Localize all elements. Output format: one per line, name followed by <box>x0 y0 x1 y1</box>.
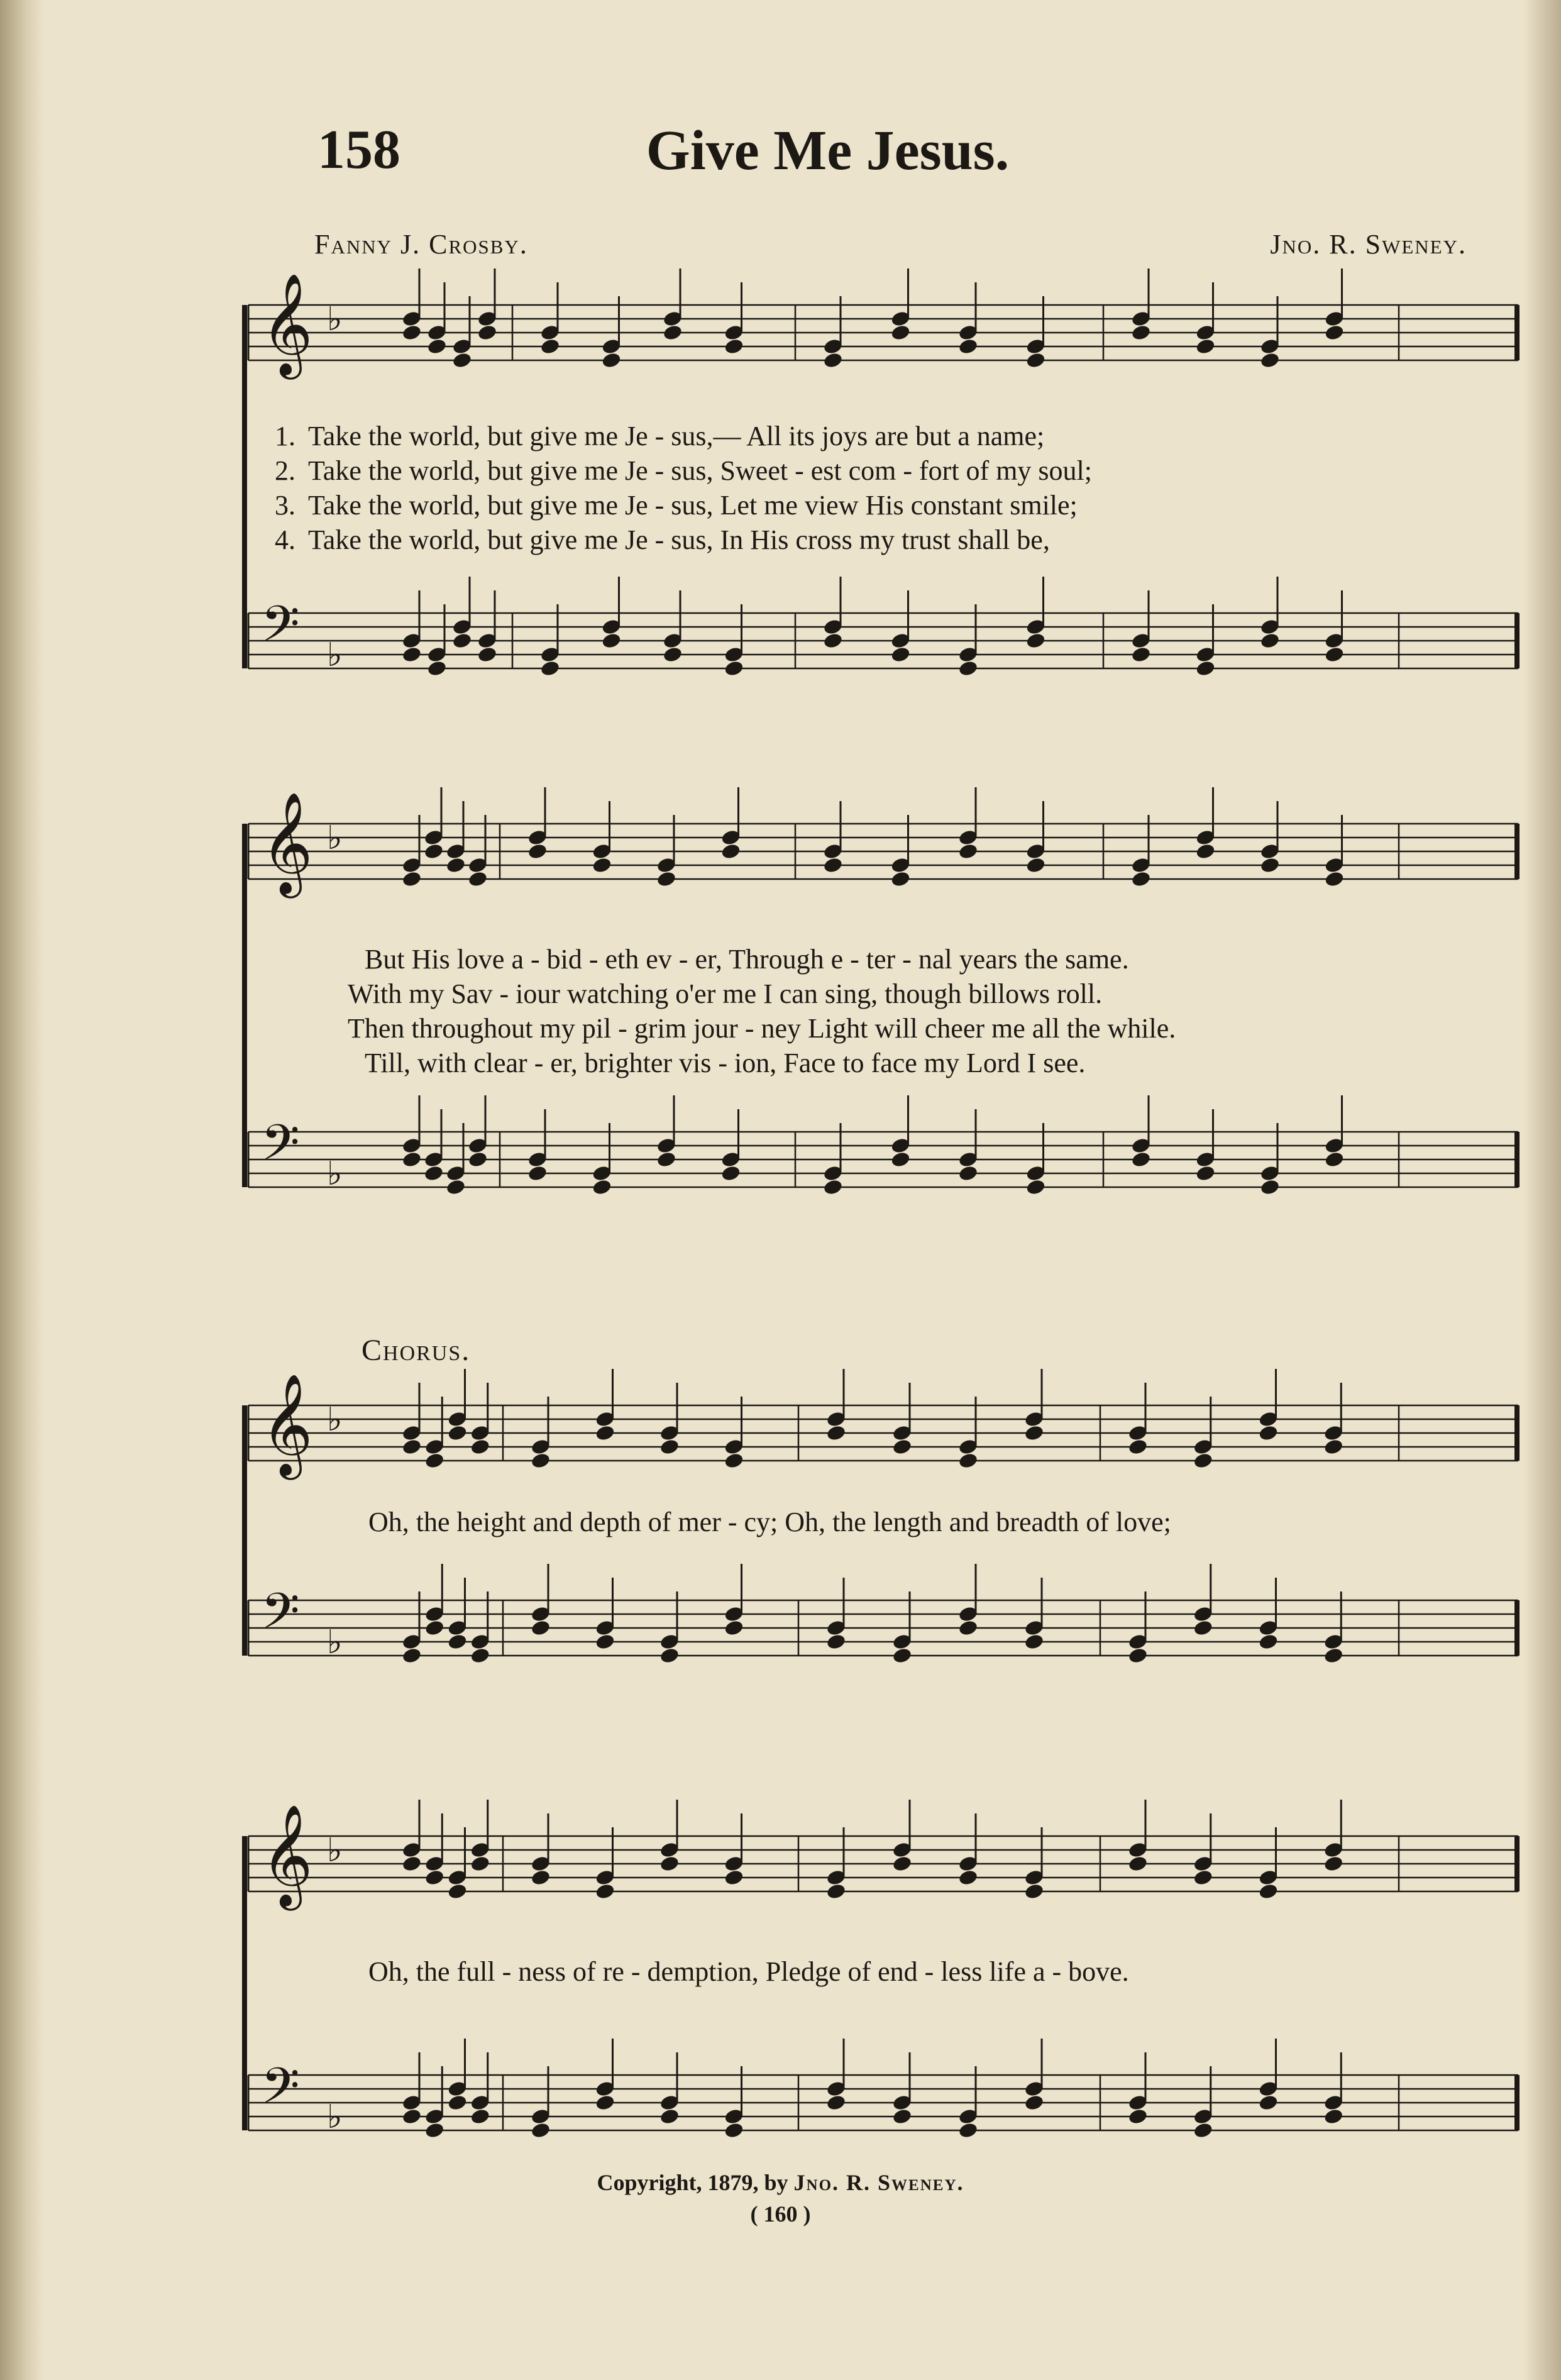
copyright-prefix: Copyright, 1879, by <box>597 2170 788 2195</box>
note-head <box>401 1647 422 1664</box>
bass-clef-icon: 𝄢 <box>261 1582 300 1652</box>
note-head <box>659 2108 680 2125</box>
composer-credit: Jno. R. Sweney. <box>1270 229 1467 260</box>
note-head <box>1023 1883 1044 1900</box>
note-head <box>1258 1633 1279 1651</box>
note-head <box>724 1452 744 1470</box>
note-head <box>527 843 548 860</box>
bass-clef-icon: 𝄢 <box>261 595 300 665</box>
verse-number: 3. <box>275 490 295 521</box>
note-head <box>401 1438 422 1456</box>
note-head <box>825 1633 846 1651</box>
verse-number: 4. <box>275 524 295 555</box>
note-head <box>1324 324 1345 341</box>
note-head <box>656 870 676 888</box>
note-head <box>470 1438 490 1456</box>
note-head <box>1258 1424 1279 1442</box>
copyright-holder: Jno. R. Sweney. <box>793 2170 964 2195</box>
note-head <box>822 856 843 874</box>
lyric-text: Then throughout my pil - grim jour - ney Light will cheer me all the while. <box>348 1013 1176 1044</box>
note-head <box>426 660 447 677</box>
note-head <box>891 1647 912 1664</box>
note-head <box>539 338 560 355</box>
note-head <box>423 843 444 860</box>
note-head <box>470 1855 490 1873</box>
note-head <box>1195 338 1216 355</box>
note-head <box>1323 1647 1344 1664</box>
final-barline <box>1514 613 1520 668</box>
note-head <box>1323 1855 1344 1873</box>
note-head <box>822 1178 843 1196</box>
note-head <box>426 338 447 355</box>
note-head <box>401 1855 422 1873</box>
note-head <box>447 1633 468 1651</box>
note-head <box>1025 351 1046 369</box>
note-head <box>891 1438 912 1456</box>
copyright-notice <box>0 2169 1561 2196</box>
lyric-line <box>251 524 1509 556</box>
note-head <box>1259 1178 1280 1196</box>
note-head <box>957 1452 978 1470</box>
note-head <box>601 632 622 650</box>
note-head <box>1259 632 1280 650</box>
note-head <box>447 1883 468 1900</box>
note-head <box>1130 324 1151 341</box>
flat-icon: ♭ <box>327 2098 343 2136</box>
note-head <box>1259 856 1280 874</box>
note-head <box>1323 2108 1344 2125</box>
note-head <box>1025 856 1046 874</box>
lyric-text: Oh, the full - ness of re - demption, Pledge of end - less life a - bove. <box>368 1956 1129 1987</box>
note-head <box>424 1452 445 1470</box>
note-head <box>467 1151 488 1168</box>
hymn-title: Give Me Jesus. <box>646 119 1010 182</box>
note-head <box>825 2094 846 2112</box>
note-head <box>1193 1452 1213 1470</box>
note-head <box>724 660 744 677</box>
lyric-line <box>368 1956 1561 1988</box>
lyric-line <box>365 943 1561 975</box>
note-head <box>1130 646 1151 663</box>
note-head <box>1023 1633 1044 1651</box>
flat-icon: ♭ <box>327 301 343 338</box>
note-head <box>825 1424 846 1442</box>
note-head <box>530 1869 551 1886</box>
note-head <box>957 1869 978 1886</box>
note-head <box>957 1619 978 1637</box>
final-barline <box>1514 1132 1520 1187</box>
note-head <box>445 856 466 874</box>
note-head <box>401 870 422 888</box>
note-head <box>592 1178 612 1196</box>
flat-icon: ♭ <box>327 1832 343 1869</box>
note-head <box>470 2108 490 2125</box>
note-head <box>424 2122 445 2139</box>
hymn-number: 158 <box>317 119 400 180</box>
note-head <box>957 843 978 860</box>
note-head <box>822 351 843 369</box>
note-head <box>539 660 560 677</box>
note-head <box>601 351 622 369</box>
note-head <box>1025 1178 1046 1196</box>
flat-icon: ♭ <box>327 1401 343 1439</box>
note-head <box>1324 1151 1345 1168</box>
lyric-line <box>251 455 1509 487</box>
verse-number: 2. <box>275 455 295 486</box>
note-head <box>724 1619 744 1637</box>
note-head <box>592 856 612 874</box>
note-head <box>890 1151 911 1168</box>
note-head <box>1127 2108 1148 2125</box>
note-head <box>401 2108 422 2125</box>
note-head <box>825 1883 846 1900</box>
note-head <box>1193 1619 1213 1637</box>
note-head <box>957 2122 978 2139</box>
bass-clef-icon: 𝄢 <box>261 2057 300 2127</box>
system-brace-line <box>242 305 247 668</box>
note-head <box>1127 1438 1148 1456</box>
note-head <box>957 660 978 677</box>
flat-icon: ♭ <box>327 1624 343 1661</box>
note-head <box>477 324 497 341</box>
note-head <box>724 2122 744 2139</box>
treble-clef-icon: 𝄞 <box>261 273 313 375</box>
system-brace-line <box>242 1836 247 2130</box>
note-head <box>470 1647 490 1664</box>
note-head <box>530 1452 551 1470</box>
note-head <box>659 1855 680 1873</box>
final-barline <box>1514 1836 1520 1891</box>
author-credit: Fanny J. Crosby. <box>314 229 528 260</box>
note-head <box>1195 1165 1216 1182</box>
lyric-text: Take the world, but give me Je - sus, Sweet - est com - fort of my soul; <box>308 455 1092 486</box>
final-barline <box>1514 2075 1520 2130</box>
note-head <box>890 870 911 888</box>
note-head <box>401 1151 422 1168</box>
note-head <box>595 1883 615 1900</box>
note-head <box>1127 1647 1148 1664</box>
note-head <box>890 646 911 663</box>
note-head <box>1324 646 1345 663</box>
note-head <box>445 1178 466 1196</box>
system-brace-line <box>242 824 247 1187</box>
lyric-line <box>348 1012 1561 1044</box>
note-head <box>595 1424 615 1442</box>
note-head <box>890 324 911 341</box>
note-head <box>1130 1151 1151 1168</box>
note-head <box>530 1619 551 1637</box>
note-head <box>401 646 422 663</box>
note-head <box>1023 2094 1044 2112</box>
note-head <box>1127 1855 1148 1873</box>
note-head <box>724 1869 744 1886</box>
note-head <box>595 2094 615 2112</box>
note-head <box>1323 1438 1344 1456</box>
lyric-text: Take the world, but give me Je - sus,— All its joys are but a name; <box>308 421 1045 451</box>
note-head <box>659 1647 680 1664</box>
note-head <box>401 324 422 341</box>
note-head <box>530 2122 551 2139</box>
note-head <box>447 2094 468 2112</box>
flat-icon: ♭ <box>327 1155 343 1193</box>
note-head <box>659 1438 680 1456</box>
note-head <box>447 1424 468 1442</box>
note-head <box>451 351 472 369</box>
note-head <box>424 1619 445 1637</box>
treble-clef-icon: 𝄞 <box>261 1373 313 1476</box>
note-head <box>424 1869 445 1886</box>
lyric-line <box>348 978 1561 1010</box>
note-head <box>423 1165 444 1182</box>
note-head <box>720 1165 741 1182</box>
page-number: ( 160 ) <box>750 2201 811 2227</box>
lyric-line <box>365 1047 1561 1079</box>
note-head <box>467 870 488 888</box>
note-head <box>891 1855 912 1873</box>
note-head <box>1195 660 1216 677</box>
note-head <box>1023 1424 1044 1442</box>
note-head <box>527 1165 548 1182</box>
system-brace-line <box>242 1405 247 1656</box>
note-head <box>662 646 683 663</box>
flat-icon: ♭ <box>327 636 343 674</box>
note-head <box>1258 2094 1279 2112</box>
note-head <box>1193 1869 1213 1886</box>
note-head <box>595 1633 615 1651</box>
lyric-line <box>251 420 1509 452</box>
note-head <box>1025 632 1046 650</box>
lyric-line <box>368 1506 1561 1538</box>
lyric-text: Take the world, but give me Je - sus, In His cross my trust shall be, <box>308 524 1050 555</box>
note-head <box>451 632 472 650</box>
note-head <box>1193 2122 1213 2139</box>
note-head <box>957 338 978 355</box>
lyric-text: Take the world, but give me Je - sus, Let me view His constant smile; <box>308 490 1078 521</box>
note-head <box>1258 1883 1279 1900</box>
verse-number: 1. <box>275 421 295 451</box>
treble-clef-icon: 𝄞 <box>261 792 313 894</box>
bass-clef-icon: 𝄢 <box>261 1114 300 1184</box>
note-head <box>662 324 683 341</box>
note-head <box>957 1165 978 1182</box>
final-barline <box>1514 305 1520 360</box>
note-head <box>724 338 744 355</box>
note-head <box>720 843 741 860</box>
note-head <box>1130 870 1151 888</box>
flat-icon: ♭ <box>327 819 343 857</box>
treble-clef-icon: 𝄞 <box>261 1804 313 1907</box>
note-head <box>477 646 497 663</box>
final-barline <box>1514 1600 1520 1656</box>
lyric-text: Till, with clear - er, brighter vis - ion, Face to face my Lord I see. <box>365 1048 1086 1078</box>
note-head <box>891 2108 912 2125</box>
note-head <box>1195 843 1216 860</box>
chorus-label: Chorus. <box>361 1334 471 1367</box>
final-barline <box>1514 824 1520 879</box>
lyric-text: But His love a - bid - eth ev - er, Through e - ter - nal years the same. <box>365 944 1129 975</box>
lyric-text: With my Sav - iour watching o'er me I can sing, though billows roll. <box>348 978 1103 1009</box>
note-head <box>822 632 843 650</box>
lyric-text: Oh, the height and depth of mer - cy; Oh, the length and breadth of love; <box>368 1507 1171 1537</box>
lyric-line <box>251 489 1509 521</box>
note-head <box>1324 870 1345 888</box>
final-barline <box>1514 1405 1520 1461</box>
note-head <box>1259 351 1280 369</box>
note-head <box>656 1151 676 1168</box>
